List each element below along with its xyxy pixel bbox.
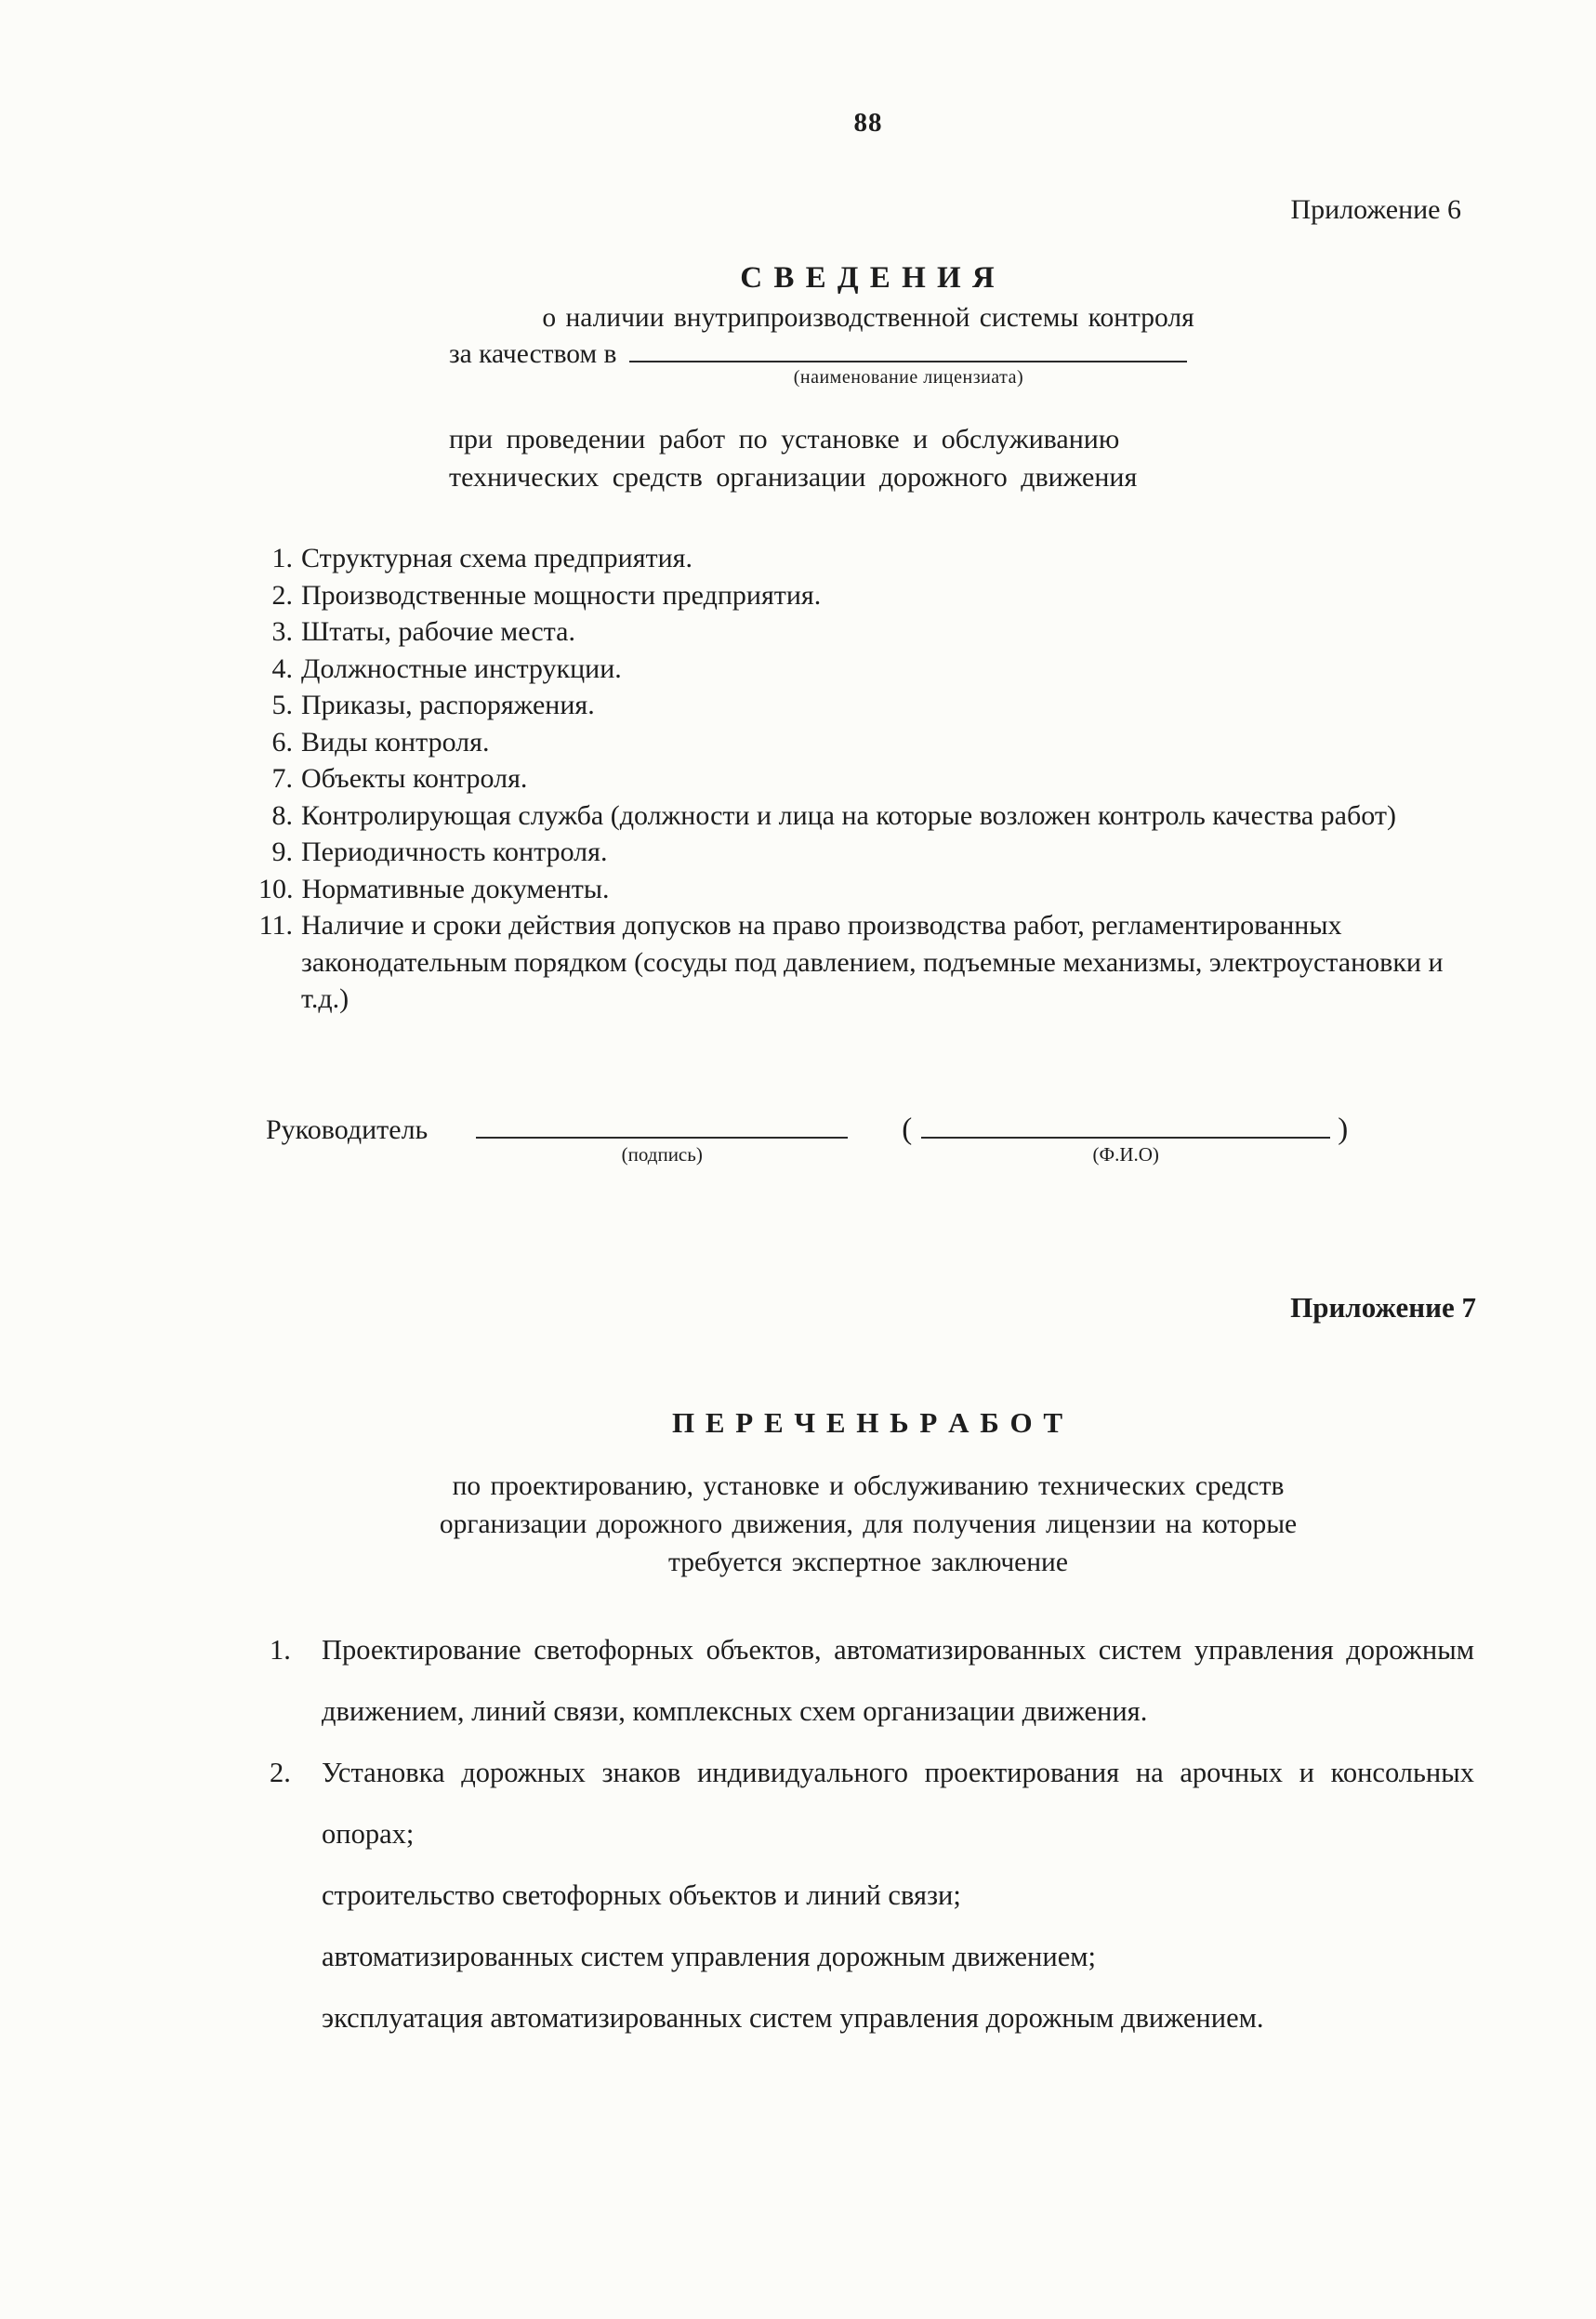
list-item bbox=[258, 797, 1478, 835]
item-number: 8. bbox=[271, 799, 293, 831]
paren-close: ) bbox=[1338, 1112, 1349, 1146]
signature-caption: (подпись) bbox=[621, 1142, 703, 1166]
item-number: 1. bbox=[271, 543, 293, 573]
item-number: 6. bbox=[271, 726, 293, 758]
item-text: Наличие и сроки действия допусков на право производства работ, регламентированных законодательным порядком (сосуды под давлением, подъемные механизмы, электроустановки и т.д.) bbox=[301, 910, 1444, 1014]
list-item bbox=[258, 687, 1478, 724]
item-number: 11. bbox=[258, 910, 293, 941]
continuation-line: строительство светофорных объектов и линий связи; bbox=[322, 1878, 961, 1911]
appendix6-subtitle-line4: технических средств организации дорожного движения bbox=[449, 462, 1138, 493]
item-number: 10. bbox=[258, 873, 294, 904]
licensee-blank-caption: (наименование лицензиата) bbox=[793, 367, 1024, 388]
document-content bbox=[258, 0, 1478, 2049]
item-number: 5. bbox=[271, 690, 293, 720]
item-text: Структурная схема предприятия. bbox=[301, 543, 692, 573]
paren-open: ( bbox=[902, 1112, 913, 1146]
appendix6-title: С В Е Д Е Н И Я bbox=[740, 261, 996, 295]
list-item bbox=[258, 871, 1478, 908]
item-text: Объекты контроля. bbox=[301, 763, 528, 794]
appendix7-label: Приложение 7 bbox=[1290, 1290, 1476, 1324]
list-item bbox=[258, 1742, 1478, 1864]
item-text: Должностные инструкции. bbox=[301, 652, 622, 684]
intro-line: по проектированию, установке и обслуживанию технических средств bbox=[452, 1470, 1285, 1501]
item-number: 7. bbox=[271, 763, 293, 794]
page-number: 88 bbox=[853, 108, 883, 138]
appendix7-list bbox=[258, 1619, 1478, 2049]
continuation-line: эксплуатация автоматизированных систем управления дорожным движением. bbox=[322, 2001, 1264, 2034]
item-text: Установка дорожных знаков индивидуального проектирования на арочных и консольных опорах; bbox=[322, 1756, 1474, 1850]
signature-role: Руководитель bbox=[266, 1113, 429, 1145]
signature-line bbox=[476, 1137, 848, 1166]
appendix6-list bbox=[258, 540, 1478, 1018]
item-number: 9. bbox=[271, 837, 293, 867]
list-item bbox=[258, 577, 1478, 614]
item-text: Производственные мощности предприятия. bbox=[301, 579, 822, 611]
name-caption: (Ф.И.О) bbox=[1092, 1142, 1159, 1166]
item-text: Периодичность контроля. bbox=[301, 837, 608, 867]
item-number: 2. bbox=[270, 1756, 291, 1788]
licensee-blank-line bbox=[629, 361, 1187, 388]
appendix7-intro bbox=[258, 1468, 1478, 1582]
item-number: 1. bbox=[270, 1633, 291, 1666]
list-item bbox=[258, 1619, 1478, 1742]
list-item bbox=[258, 651, 1478, 688]
appendix6-subtitle-line1: о наличии внутрипроизводственной системы контроля bbox=[542, 303, 1194, 333]
licensee-blank-row bbox=[449, 339, 1478, 388]
item-number: 2. bbox=[271, 579, 293, 611]
intro-line: требуется экспертное заключение bbox=[668, 1547, 1068, 1577]
appendix7-title: П Е Р Е Ч Е Н Ь Р А Б О Т bbox=[671, 1405, 1065, 1439]
name-line bbox=[921, 1137, 1330, 1166]
list-item bbox=[258, 724, 1478, 761]
list-item bbox=[258, 834, 1478, 871]
appendix6-subtitle-line3: при проведении работ по установке и обслуживанию bbox=[449, 424, 1120, 455]
item-text: Виды контроля. bbox=[301, 726, 490, 758]
signature-row bbox=[266, 1112, 1478, 1166]
list-item bbox=[258, 760, 1478, 797]
item-text: Нормативные документы. bbox=[301, 873, 610, 904]
item-text: Приказы, распоряжения. bbox=[301, 690, 595, 720]
item-number: 3. bbox=[271, 616, 293, 647]
intro-line: организации дорожного движения, для получения лицензии на которые bbox=[439, 1509, 1298, 1539]
licensee-prefix: за качеством в bbox=[449, 339, 617, 369]
item-text: Штаты, рабочие места. bbox=[301, 616, 575, 647]
list-item bbox=[258, 613, 1478, 651]
item-text: Проектирование светофорных объектов, автоматизированных систем управления дорожным движением, линий связи, комплексных схем организации движения. bbox=[322, 1633, 1474, 1727]
item-number: 4. bbox=[271, 652, 293, 684]
list-item bbox=[258, 540, 1478, 577]
item-text: Контролирующая служба (должности и лица на которые возложен контроль качества работ) bbox=[301, 799, 1396, 831]
continuation-line: автоматизированных систем управления дорожным движением; bbox=[322, 1940, 1097, 1972]
appendix6-label: Приложение 6 bbox=[1290, 194, 1461, 225]
list-item bbox=[258, 907, 1478, 1018]
